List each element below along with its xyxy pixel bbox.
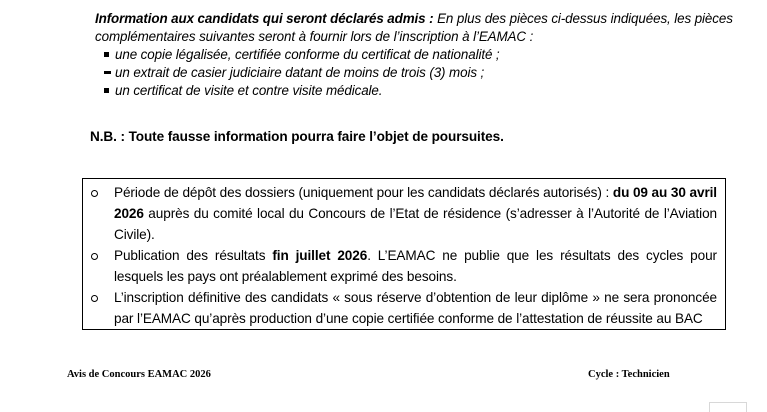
circle-bullet-icon (91, 253, 98, 260)
admitted-candidates-info (95, 10, 755, 100)
info-paragraph (95, 10, 755, 46)
deposit-text: Période de dépôt des dossiers (uniquement pour les candidats déclarés autorisés) : (114, 185, 613, 200)
footer-cycle: Cycle : Technicien (588, 369, 670, 380)
document-item-label: un certificat de visite et contre visite médicale. (115, 83, 383, 98)
info-heading: Information aux candidats qui seront déclarés admis : (95, 11, 434, 26)
results-date: fin juillet 2026 (272, 248, 368, 263)
schedule-item-registration (91, 287, 717, 329)
schedule-list (91, 182, 717, 329)
registration-text: L’inscription définitive des candidats « sous réserve d’obtention de leur diplôme » ne sera prononcée par l’EAMAC qu’après production d’une copie certifiée conforme de l’attestation de réussite au BAC (114, 290, 717, 326)
document-item-label: une copie légalisée, certifiée conforme du certificat de nationalité ; (115, 47, 500, 62)
results-text-end: . L’EAMAC ne publie que les résultats des cycles pour lesquels les pays ont préalablement exprimé des besoins. (114, 248, 717, 284)
circle-bullet-icon (91, 295, 98, 302)
circle-bullet-icon (91, 190, 98, 197)
results-text: Publication des résultats (114, 248, 273, 263)
document-item (104, 82, 755, 100)
info-intro: En plus des pièces ci-dessus indiquées, les pièces complémentaires suivantes seront à fournir lors de l’inscription à l’EAMAC : (95, 11, 733, 44)
required-documents-list (95, 46, 755, 100)
document-item (104, 46, 755, 64)
footer-title: Avis de Concours EAMAC 2026 (67, 369, 211, 380)
page-corner-frame (709, 402, 747, 412)
deposit-text-end: auprès du comité local du Concours de l’Etat de résidence (s’adresser à l’Autorité de l’Aviation Civile). (114, 206, 717, 242)
document-item (104, 64, 755, 82)
schedule-box (82, 178, 726, 330)
square-bullet-icon (104, 88, 109, 93)
schedule-item-results (91, 245, 717, 287)
square-bullet-icon (104, 52, 109, 57)
document-item-label: un extrait de casier judiciaire datant de moins de trois (3) mois ; (115, 65, 485, 80)
nb-warning: N.B. : Toute fausse information pourra faire l’objet de poursuites. (90, 129, 504, 144)
dash-bullet-icon (104, 71, 111, 74)
schedule-item-deposit (91, 182, 717, 245)
deposit-dates: du 09 au 30 avril 2026 (114, 185, 717, 221)
